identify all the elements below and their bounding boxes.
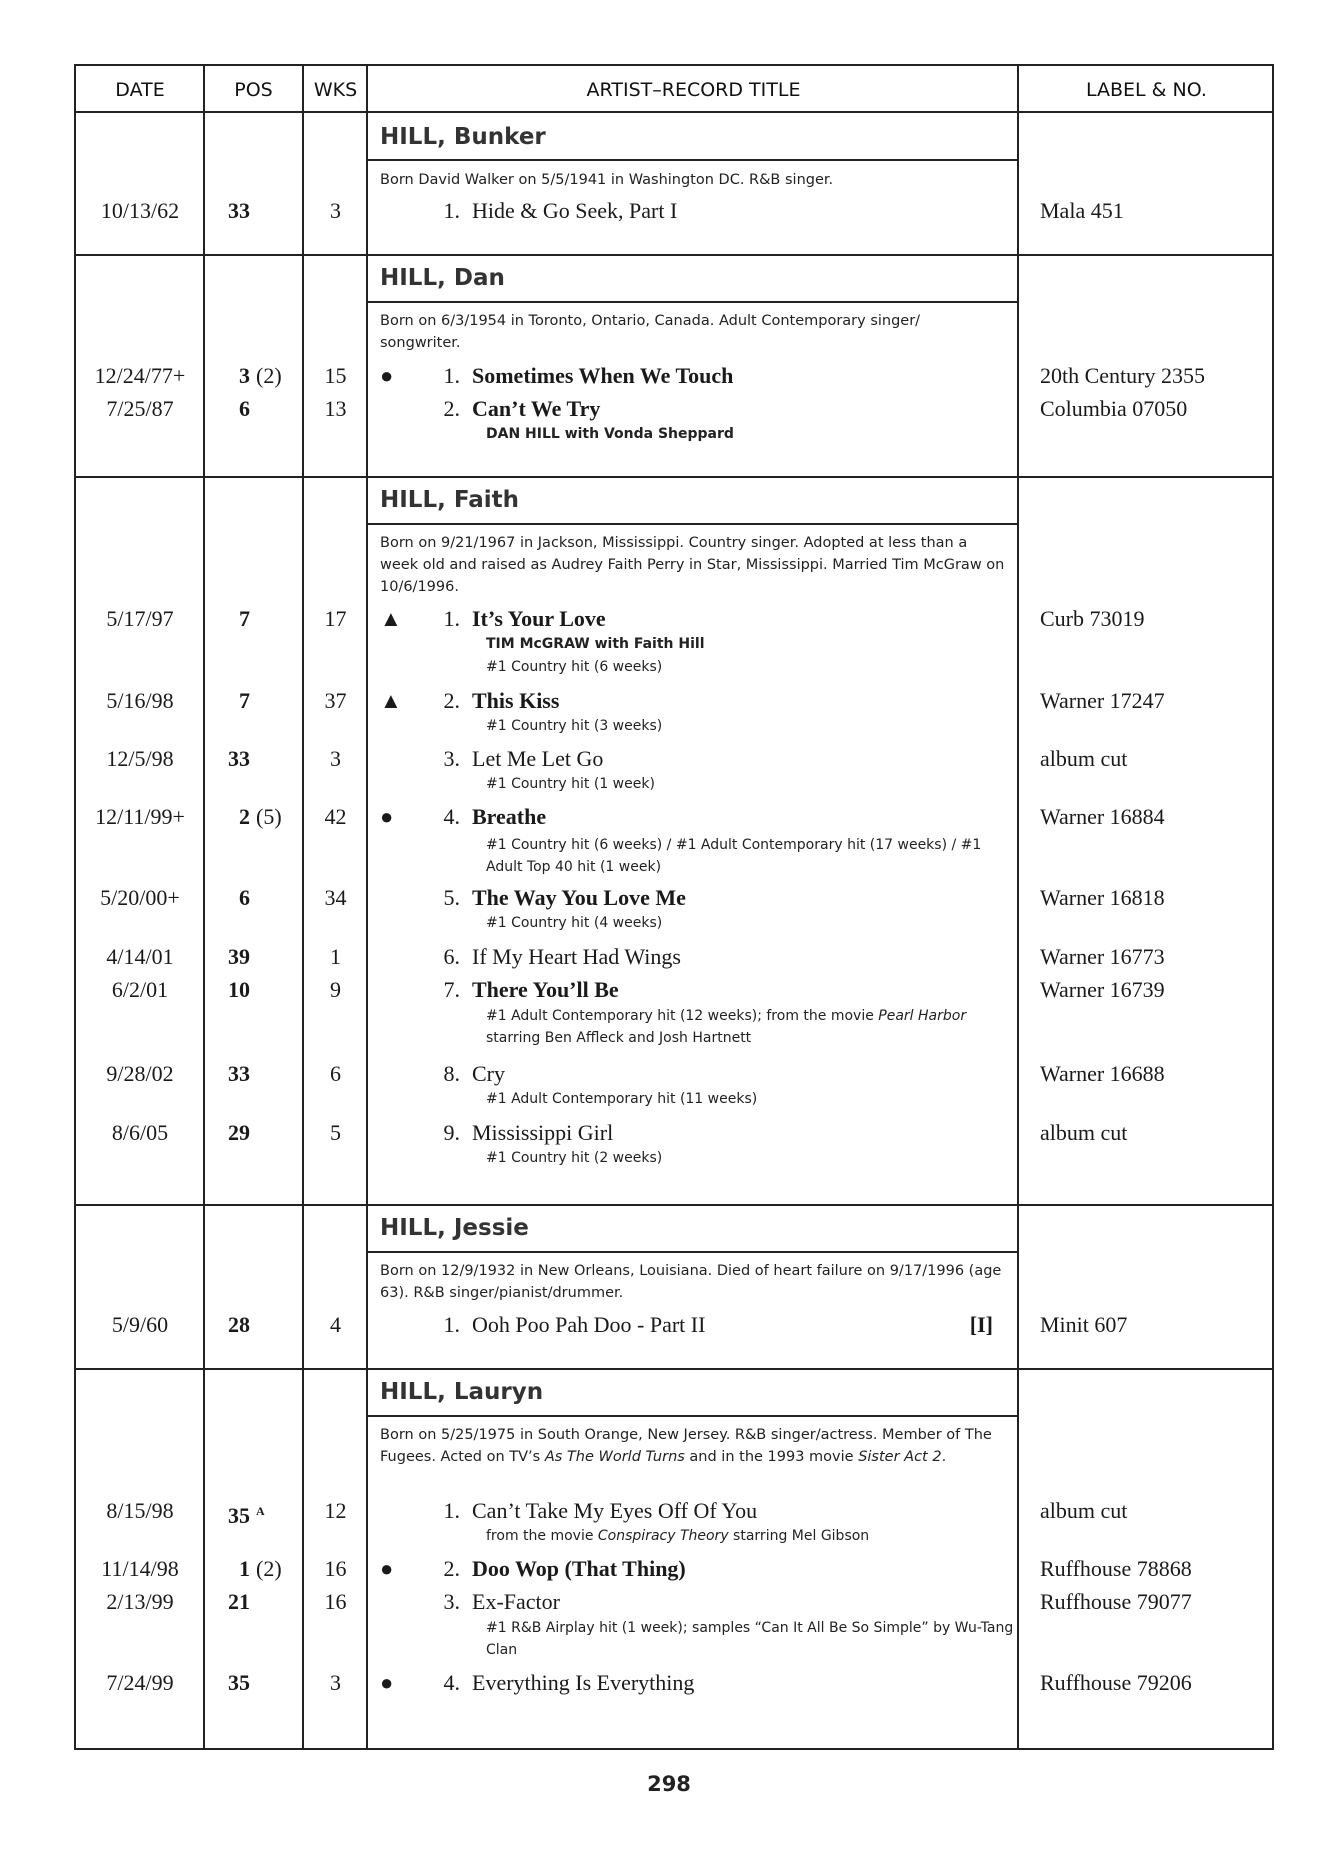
column-header-title: ARTIST–RECORD TITLE: [586, 78, 801, 101]
record-number: 9.: [443, 1120, 460, 1145]
note-text: starring Mel Gibson: [728, 1528, 870, 1544]
record-number: 2.: [443, 1556, 460, 1581]
record-pos: [204, 1061, 303, 1087]
record-pos: [204, 606, 303, 632]
record-label: Warner 16773: [1040, 944, 1165, 969]
record-title-line: [380, 606, 1005, 632]
record-weeks: 5: [330, 1120, 341, 1145]
weeks-at-peak: (2): [256, 363, 282, 388]
record-date: 5/20/00+: [100, 885, 180, 910]
record-number: 4.: [443, 1670, 460, 1695]
record-title-line: [380, 1312, 1005, 1338]
record-date: 5/9/60: [111, 1312, 169, 1337]
record-date: 11/14/98: [101, 1556, 179, 1581]
record-number: 3.: [443, 746, 460, 771]
tv-show-title: As The World Turns: [544, 1449, 685, 1465]
record-title-line: [380, 396, 1005, 422]
record-label: Columbia 07050: [1040, 396, 1188, 421]
record-title: If My Heart Had Wings: [472, 944, 681, 969]
artist-bio: [380, 1424, 1005, 1468]
gold-record-bullet-icon: ●: [380, 1556, 394, 1581]
record-label: Mala 451: [1040, 198, 1124, 223]
movie-title: Pearl Harbor: [878, 1008, 967, 1024]
record-title-line: [380, 1061, 1005, 1087]
record-credit: DAN HILL with Vonda Sheppard: [486, 426, 734, 442]
record-note: [486, 1005, 1016, 1049]
record-note: #1 Country hit (6 weeks): [486, 659, 663, 675]
peak-position: 6: [239, 885, 250, 910]
record-label: Ruffhouse 78868: [1040, 1556, 1192, 1581]
record-label: Warner 16818: [1040, 885, 1165, 910]
record-date: 5/16/98: [106, 688, 174, 713]
record-weeks: 9: [330, 977, 341, 1002]
record-title: Can’t We Try: [472, 396, 601, 421]
record-weeks: 42: [324, 804, 347, 829]
peak-position: 35: [228, 1503, 250, 1529]
artist-name: HILL, Bunker: [380, 124, 546, 150]
record-date: 8/15/98: [106, 1498, 174, 1523]
record-number: 1.: [443, 363, 460, 388]
record-weeks: 3: [330, 746, 341, 771]
record-title-line: [380, 1670, 1005, 1696]
gold-record-bullet-icon: ●: [380, 1670, 394, 1695]
record-pos: [204, 804, 303, 830]
record-pos: [204, 1120, 303, 1146]
record-pos: [204, 977, 303, 1003]
note-text: #1 Adult Contemporary hit (12 weeks); from the movie: [486, 1008, 879, 1024]
record-pos: [204, 1312, 303, 1338]
record-date: 4/14/01: [106, 944, 174, 969]
record-pos: [204, 1498, 303, 1529]
record-weeks: 15: [324, 363, 347, 388]
record-date: 12/24/77+: [94, 363, 186, 388]
record-number: 1.: [443, 1312, 460, 1337]
record-weeks: 4: [330, 1312, 341, 1337]
artist-bio: Born on 12/9/1932 in New Orleans, Louisiana. Died of heart failure on 9/17/1996 (age 63). R&B singer/pianist/drummer.: [380, 1263, 1002, 1301]
record-date: 12/11/99+: [95, 804, 185, 829]
record-label: 20th Century 2355: [1040, 363, 1205, 388]
record-title: Hide & Go Seek, Part I: [472, 198, 678, 223]
record-title-line: [380, 885, 1005, 911]
record-title: Can’t Take My Eyes Off Of You: [472, 1498, 758, 1523]
platinum-triangle-icon: ▲: [380, 688, 402, 713]
artist-bio: Born David Walker on 5/5/1941 in Washington DC. R&B singer.: [380, 172, 834, 188]
record-number: 1.: [443, 606, 460, 631]
record-label: album cut: [1040, 1120, 1128, 1145]
record-weeks: 3: [330, 198, 341, 223]
artist-name: HILL, Jessie: [380, 1215, 529, 1241]
artist-name: HILL, Faith: [380, 487, 519, 513]
record-pos: [204, 1670, 303, 1696]
record-title-line: [380, 1498, 1005, 1524]
peak-position: 3: [239, 363, 250, 388]
record-title: Let Me Let Go: [472, 746, 604, 771]
peak-position: 29: [228, 1120, 250, 1145]
record-number: 6.: [443, 944, 460, 969]
peak-position: 1: [239, 1556, 250, 1581]
record-note: [486, 1525, 1016, 1547]
record-weeks: 16: [324, 1556, 347, 1581]
record-title-line: [380, 1556, 1005, 1582]
record-pos: [204, 396, 303, 422]
record-pos: [204, 688, 303, 714]
record-weeks: 34: [324, 885, 347, 910]
artist-bio: Born on 9/21/1967 in Jackson, Mississippi. Country singer. Adopted at less than a week old and raised as Audrey Faith Perry in Star, Mississippi. Married Tim McGraw on 10/6/1996.: [380, 535, 1005, 595]
record-weeks: 13: [324, 396, 347, 421]
column-header-pos: POS: [234, 78, 273, 101]
artist-bio: Born on 6/3/1954 in Toronto, Ontario, Canada. Adult Contemporary singer/ songwriter.: [380, 313, 921, 351]
record-pos: [204, 885, 303, 911]
record-number: 3.: [443, 1589, 460, 1614]
bio-text: and in the 1993 movie: [684, 1449, 859, 1465]
record-credit: TIM McGRAW with Faith Hill: [486, 636, 705, 652]
record-label: Warner 16884: [1040, 804, 1165, 829]
record-title: Ex-Factor: [472, 1589, 560, 1614]
record-date: 6/2/01: [111, 977, 169, 1002]
gold-record-bullet-icon: ●: [380, 804, 394, 829]
record-title-line: [380, 1120, 1005, 1146]
gold-record-bullet-icon: ●: [380, 363, 394, 388]
record-title: There You’ll Be: [472, 977, 619, 1002]
peak-position: 33: [228, 746, 250, 771]
record-title: Breathe: [472, 804, 547, 829]
record-weeks: 16: [324, 1589, 347, 1614]
record-note: #1 R&B Airplay hit (1 week); samples “Can It All Be So Simple” by Wu-Tang Clan: [486, 1620, 1014, 1658]
record-pos: [204, 1589, 303, 1615]
record-title-line: [380, 944, 1005, 970]
column-header-date: DATE: [115, 78, 165, 101]
record-weeks: 37: [324, 688, 347, 713]
record-title-line: [380, 688, 1005, 714]
record-date: 8/6/05: [111, 1120, 169, 1145]
record-note: #1 Adult Contemporary hit (11 weeks): [486, 1091, 758, 1107]
record-label: album cut: [1040, 1498, 1128, 1523]
record-title-line: [380, 804, 1005, 830]
record-weeks: 1: [330, 944, 341, 969]
record-label: Ruffhouse 79206: [1040, 1670, 1192, 1695]
record-weeks: 17: [324, 606, 347, 631]
weeks-at-peak: (5): [256, 804, 282, 829]
record-note: #1 Country hit (6 weeks) / #1 Adult Contemporary hit (17 weeks) / #1 Adult Top 40 hit (1 week): [486, 837, 982, 875]
record-title-line: [380, 746, 1005, 772]
record-date: 5/17/97: [106, 606, 174, 631]
peak-position: 35: [228, 1670, 250, 1695]
record-title: Everything Is Everything: [472, 1670, 695, 1695]
bio-text: Born on 5/25/1975 in South Orange, New Jersey. R&B singer/actress. Member of The Fugees. Acted on TV’s: [380, 1427, 992, 1465]
record-label: Warner 16739: [1040, 977, 1165, 1002]
page-number: 298: [647, 1772, 691, 1796]
record-label: Warner 17247: [1040, 688, 1165, 713]
record-number: 4.: [443, 804, 460, 829]
peak-position: 7: [239, 606, 250, 631]
record-number: 1.: [443, 1498, 460, 1523]
peak-position: 6: [239, 396, 250, 421]
record-title: Ooh Poo Pah Doo - Part II: [472, 1312, 706, 1337]
record-label: Ruffhouse 79077: [1040, 1589, 1192, 1614]
artist-name: HILL, Lauryn: [380, 1379, 544, 1405]
record-date: 10/13/62: [100, 198, 180, 223]
record-number: 8.: [443, 1061, 460, 1086]
record-note: #1 Country hit (1 week): [486, 776, 655, 792]
record-title: Doo Wop (That Thing): [472, 1556, 686, 1581]
peak-position: 33: [228, 198, 250, 223]
record-label: Minit 607: [1040, 1312, 1128, 1337]
record-title: This Kiss: [472, 688, 560, 713]
column-divider: [1017, 66, 1019, 1748]
movie-title: Conspiracy Theory: [597, 1528, 729, 1544]
note-text: from the movie: [486, 1528, 598, 1544]
record-number: 5.: [443, 885, 460, 910]
peak-position: 33: [228, 1061, 250, 1086]
record-note: #1 Country hit (4 weeks): [486, 915, 663, 931]
record-title-line: [380, 363, 1005, 389]
record-title-line: [380, 977, 1005, 1003]
record-number: 2.: [443, 396, 460, 421]
record-note: #1 Country hit (3 weeks): [486, 718, 663, 734]
record-pos: [204, 1556, 303, 1582]
platinum-triangle-icon: ▲: [380, 606, 402, 631]
record-date: 7/25/87: [106, 396, 174, 421]
record-pos: [204, 363, 303, 389]
record-date: 12/5/98: [106, 746, 174, 771]
movie-title: Sister Act 2: [858, 1449, 942, 1465]
record-date: 2/13/99: [106, 1589, 174, 1614]
column-header-wks: WKS: [313, 78, 358, 101]
record-weeks: 3: [330, 1670, 341, 1695]
record-label: album cut: [1040, 746, 1128, 771]
record-date: 7/24/99: [106, 1670, 174, 1695]
record-title-line: [380, 1589, 1005, 1615]
peak-position: 21: [228, 1589, 250, 1614]
peak-position: 2: [239, 804, 250, 829]
record-label: Warner 16688: [1040, 1061, 1165, 1086]
chart-table: [74, 64, 1274, 1750]
record-label: Curb 73019: [1040, 606, 1145, 631]
airplay-symbol: A: [256, 1504, 265, 1518]
artist-name: HILL, Dan: [380, 265, 505, 291]
record-title: Mississippi Girl: [472, 1120, 614, 1145]
peak-position: 39: [228, 944, 250, 969]
record-title: It’s Your Love: [472, 606, 606, 631]
record-number: 1.: [443, 198, 460, 223]
record-weeks: 12: [324, 1498, 347, 1523]
record-weeks: 6: [330, 1061, 341, 1086]
note-text: starring Ben Affleck and Josh Hartnett: [486, 1030, 752, 1046]
record-note: #1 Country hit (2 weeks): [486, 1150, 663, 1166]
record-pos: [204, 746, 303, 772]
peak-position: 28: [228, 1312, 250, 1337]
record-date: 9/28/02: [106, 1061, 174, 1086]
instrumental-tag: [I]: [969, 1312, 993, 1337]
record-number: 7.: [443, 977, 460, 1002]
record-title: Cry: [472, 1061, 505, 1086]
record-pos: [204, 944, 303, 970]
column-header-label: LABEL & NO.: [1086, 78, 1207, 101]
record-title: Sometimes When We Touch: [472, 363, 734, 388]
peak-position: 10: [228, 977, 250, 1002]
record-title: The Way You Love Me: [472, 885, 686, 910]
peak-position: 7: [239, 688, 250, 713]
record-number: 2.: [443, 688, 460, 713]
weeks-at-peak: (2): [256, 1556, 282, 1581]
record-title-line: [380, 198, 1005, 224]
bio-text: .: [941, 1449, 947, 1465]
record-pos: [204, 198, 303, 224]
